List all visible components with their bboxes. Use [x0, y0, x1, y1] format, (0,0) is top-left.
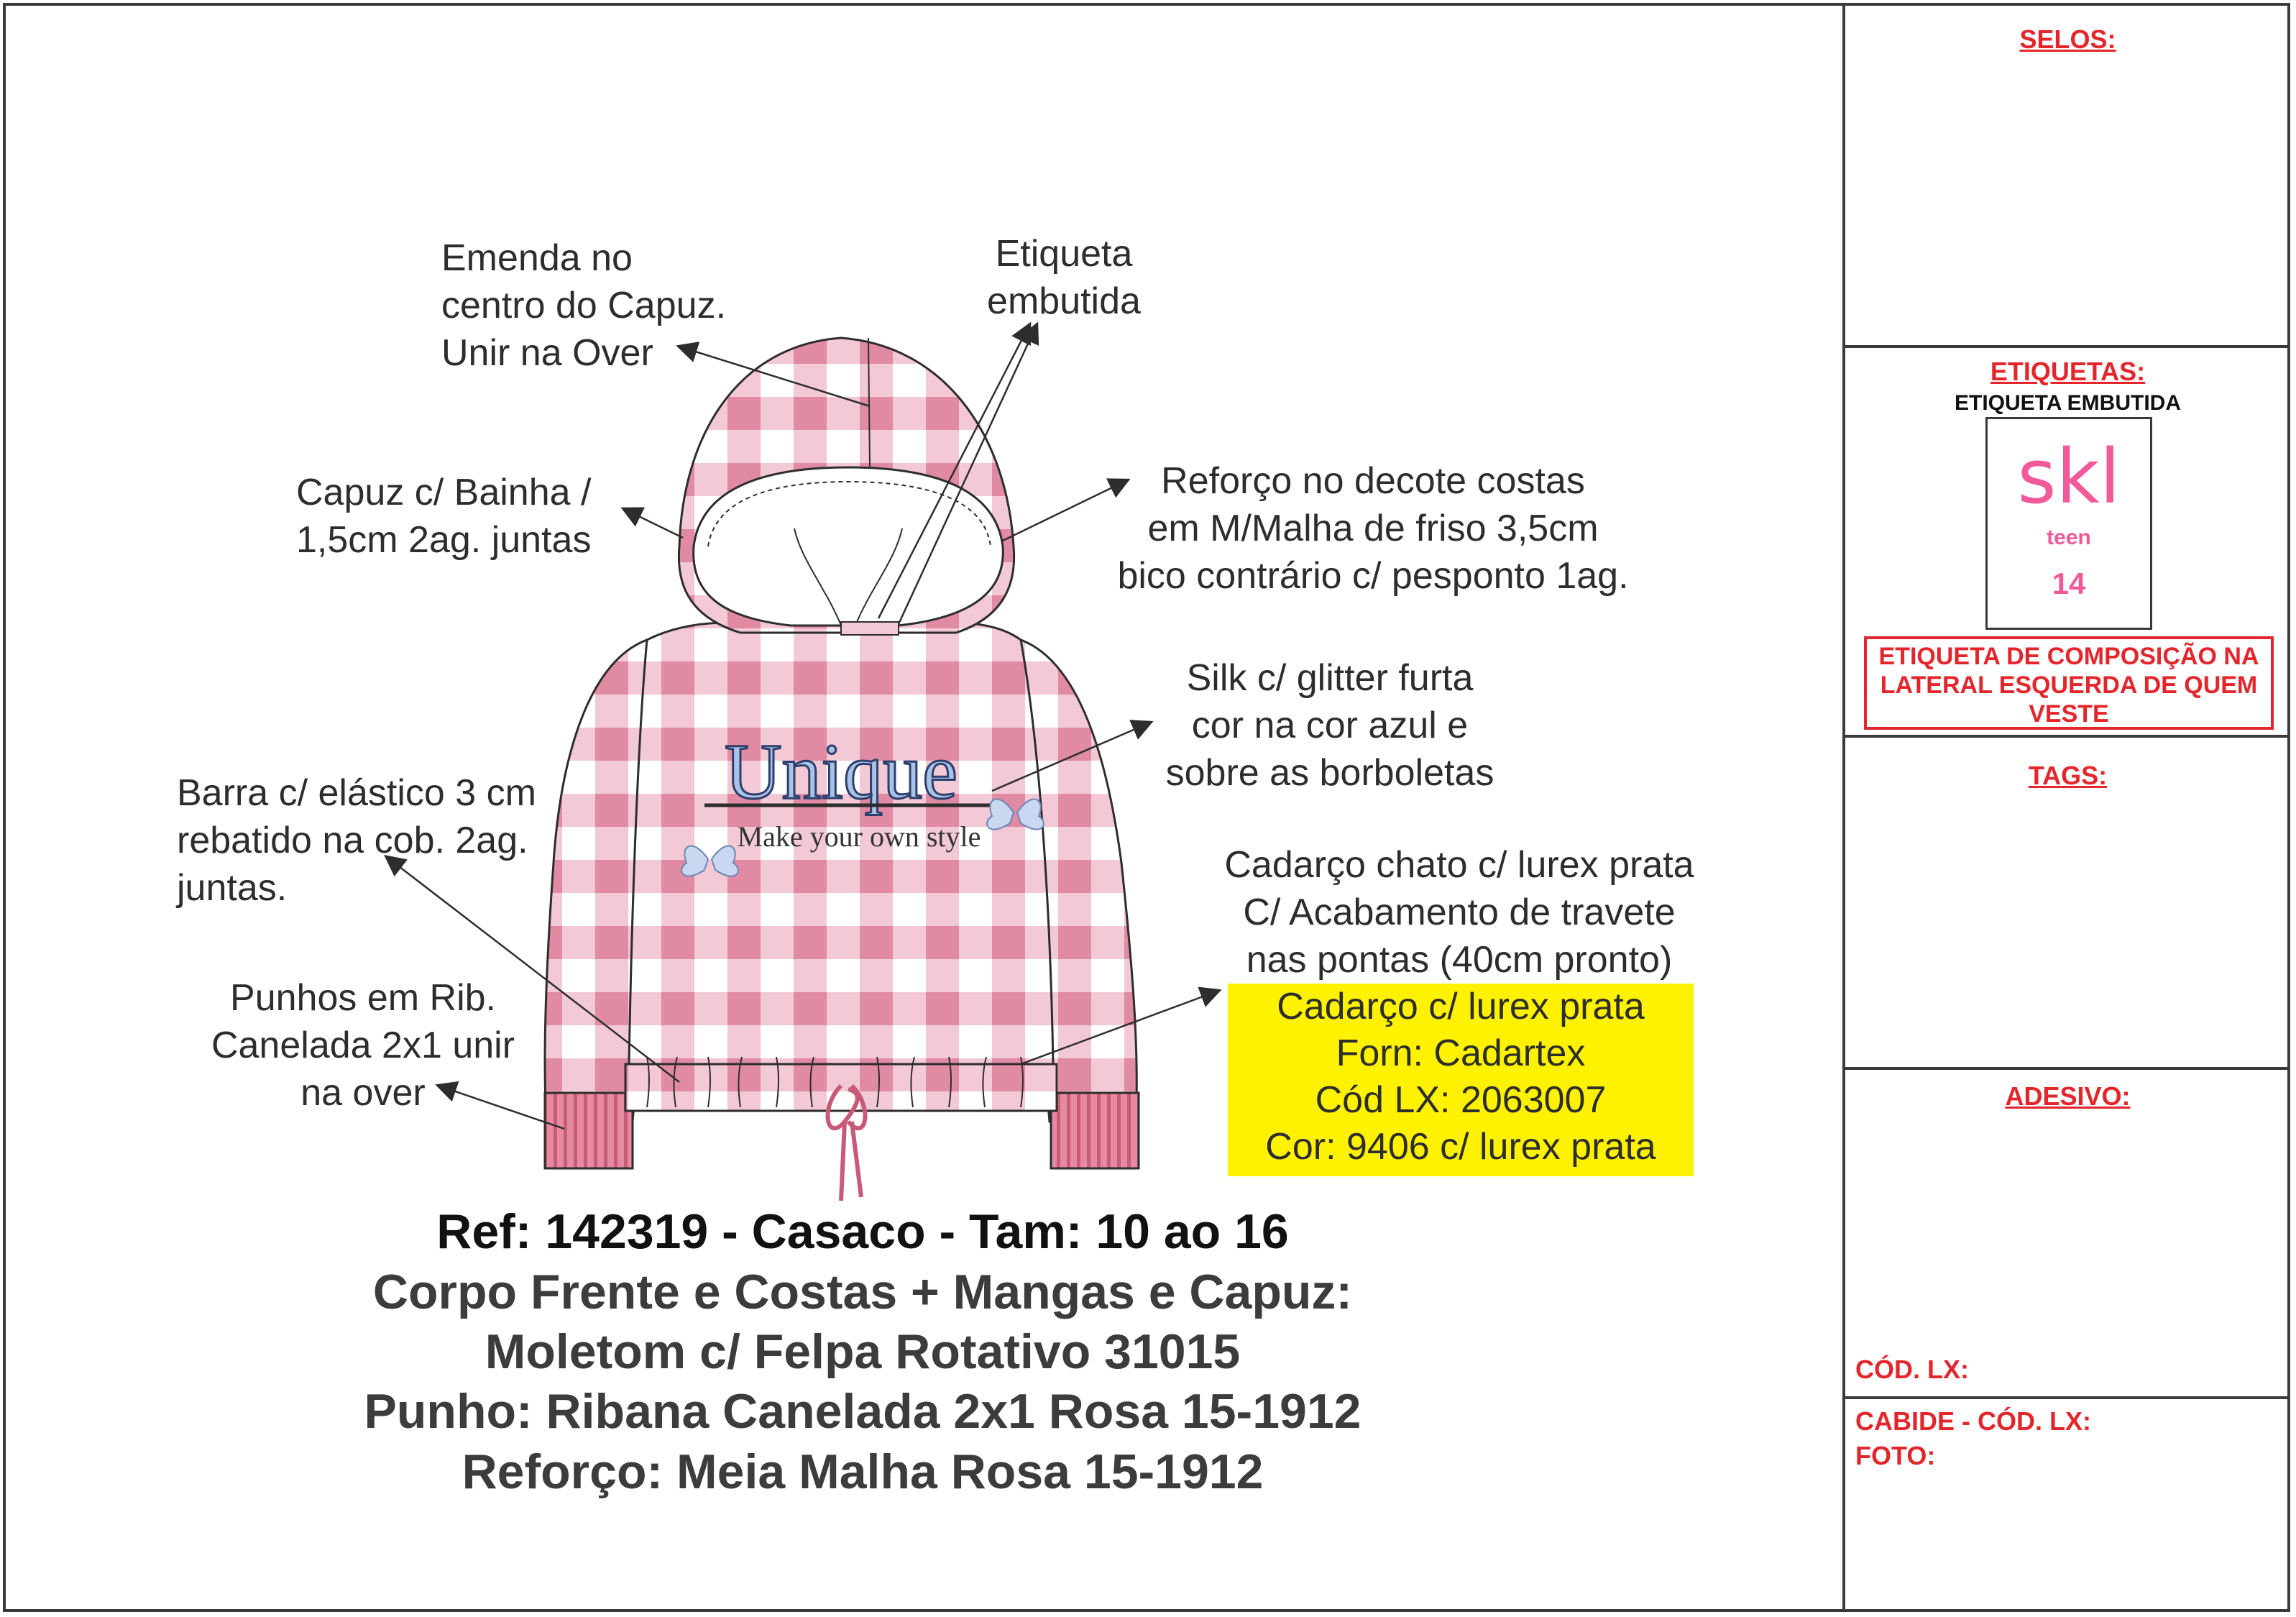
left-cuff	[545, 1093, 633, 1168]
spec-reforco: Reforço: Meia Malha Rosa 15-1912	[462, 1444, 1264, 1499]
cadarco-line3: Cód LX: 2063007	[1315, 1079, 1607, 1121]
cadarco-line4: Cor: 9406 c/ lurex prata	[1265, 1126, 1656, 1168]
divider	[1845, 345, 2290, 348]
spec-punho: Punho: Ribana Canelada 2x1 Rosa 15-1912	[364, 1384, 1361, 1439]
sidebar-panel	[1842, 3, 2290, 1612]
divider	[1845, 1396, 2290, 1399]
etiquetas-heading: ETIQUETAS:	[1990, 357, 2146, 386]
note-emenda: Emenda no centro do Capuz. Unir na Over	[441, 237, 727, 374]
note-reforco: Reforço no decote costas em M/Malha de friso 3,5cm bico contrário c/ pesponto 1ag.	[1117, 460, 1629, 597]
selos-heading: SELOS:	[2019, 24, 2116, 54]
etiqueta-embutida-label: ETIQUETA EMBUTIDA	[1955, 391, 2181, 415]
cadarco-line1: Cadarço c/ lurex prata	[1277, 986, 1645, 1027]
adesivo-heading: ADESIVO:	[2005, 1081, 2131, 1111]
note-etiqueta: Etiqueta embutida	[987, 233, 1141, 322]
spec-moletom: Moletom c/ Felpa Rotativo 31015	[485, 1324, 1241, 1379]
foto-label: FOTO:	[1855, 1441, 1936, 1470]
divider	[1845, 1067, 2290, 1070]
cabide-label: CABIDE - CÓD. LX:	[1855, 1406, 2091, 1436]
note-punhos: Punhos em Rib. Canelada 2x1 unir na over	[211, 977, 515, 1114]
spec-corpo: Corpo Frente e Costas + Mangas e Capuz:	[372, 1265, 1353, 1319]
composicao-notice: ETIQUETA DE COMPOSIÇÃO NA LATERAL ESQUERDA DE QUEM VESTE	[1864, 636, 2274, 730]
note-silk: Silk c/ glitter furta cor na cor azul e sobre as borboletas	[1165, 657, 1494, 794]
brand-size: 14	[2052, 567, 2086, 600]
hood-opening	[694, 467, 1004, 626]
right-cuff	[1051, 1093, 1139, 1168]
brand-logo: skl	[2017, 433, 2121, 521]
cadarco-info-box	[1228, 984, 1694, 1176]
cod-lx-label: CÓD. LX:	[1855, 1355, 1969, 1384]
print-title: Unique	[725, 728, 958, 815]
note-capuz: Capuz c/ Bainha / 1,5cm 2ag. juntas	[296, 472, 592, 561]
print-subtitle: Make your own style	[737, 820, 981, 853]
spec-ref: Ref: 142319 - Casaco - Tam: 10 ao 16	[436, 1204, 1289, 1259]
brand-sub: teen	[2047, 526, 2091, 549]
brand-label-card	[1985, 417, 2152, 630]
note-barra: Barra c/ elástico 3 cm rebatido na cob. 2ag. juntas.	[177, 772, 536, 909]
tags-heading: TAGS:	[2028, 761, 2108, 790]
note-cadarco: Cadarço chato c/ lurex prata C/ Acabamento de travete nas pontas (40cm pronto)	[1224, 844, 1694, 981]
divider	[1845, 735, 2290, 738]
cadarco-line2: Forn: Cadartex	[1336, 1032, 1586, 1074]
